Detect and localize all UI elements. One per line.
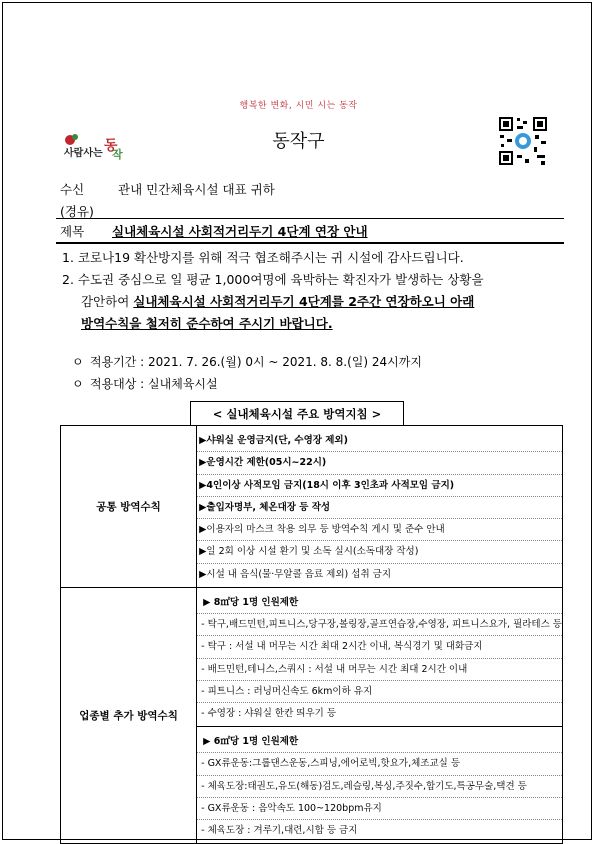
list-item: ▶시설 내 음식(물·무알콜 음료 제외) 섭취 금지 [199, 568, 391, 580]
paragraph-2-line-3: 방역수칙을 철저히 준수하여 주시기 바랍니다. [81, 316, 333, 331]
common-rules-list [197, 426, 562, 587]
list-item: - 탁구,배드민턴,피트니스,당구장,볼링장,골프연습장,수영장, 피트니스요가, 필라테스 등 [197, 614, 562, 636]
table-row [61, 426, 563, 588]
table-row [61, 588, 563, 727]
common-rules-cell [197, 426, 563, 588]
guide-title: < 실내체육시설 주요 방역지침 > [190, 401, 404, 425]
application-info [72, 351, 422, 395]
list-item: ▶이용자의 마스크 착용 의무 등 방역수칙 게시 및 준수 안내 [197, 519, 562, 541]
target-line [72, 373, 422, 395]
paragraph-1: 1. 코로나19 확산방지를 위해 적극 협조해주시는 귀 시설에 감사드립니다. [62, 250, 464, 265]
period-text: 적용기간 : 2021. 7. 26.(월) 0시 ~ 2021. 8. 8.(일) 24시까지 [90, 355, 422, 369]
list-item: ▶ 6㎡당 1명 인원제한 [197, 731, 562, 753]
by-type-rules-cell-a [197, 588, 563, 727]
list-item: ▶4인이상 사적모임 금지(18시 이후 3인초과 사적모임 금지) [197, 475, 562, 497]
paragraph-2-line-1: 2. 수도권 중심으로 일 평균 1,000여명에 육박하는 확진자가 발생하는 상황을 [62, 272, 484, 287]
via-label: (경유) [60, 204, 94, 219]
list-item: - 탁구 : 서설 내 머무는 시간 최대 2시간 이내, 복식경기 및 대화금지 [197, 636, 562, 658]
period-line [72, 351, 422, 373]
list-item: - 체육도장 : 겨루기,대련,시합 등 금지 [201, 824, 358, 836]
list-item: - 피트니스 : 러닝머신속도 6km이하 유지 [197, 681, 562, 703]
target-text: 적용대상 : 실내체육시설 [90, 377, 218, 391]
divider [56, 218, 564, 219]
by-type-rules-list-b [197, 727, 562, 843]
list-item: - GX류운동:그룹댄스운동,스피닝,에어로빅,핫요가,체조교실 등 [197, 753, 562, 775]
list-item: - 수영장 : 샤워실 한칸 띄우기 등 [201, 708, 336, 720]
by-type-rules-list-a [197, 588, 562, 726]
org-name: 동작구 [272, 131, 325, 152]
svg-text:사람사는: 사람사는 [64, 148, 103, 159]
subject-row [60, 222, 368, 240]
paragraph-2 [62, 269, 562, 335]
by-type-rules-label: 업종별 추가 방역수칙 [61, 588, 197, 844]
list-item: ▶ 8㎡당 1명 인원제한 [197, 592, 562, 614]
list-item: - GX류운동 : 음악속도 100~120bpm유지 [197, 798, 562, 820]
guide-table [60, 425, 563, 844]
paragraph-2-emphasis: 실내체육시설 사회적거리두기 4단계를 2주간 연장하오니 아래 [133, 294, 475, 309]
by-type-rules-cell-b [197, 727, 563, 844]
recipient-value: 관내 민간체육시설 대표 귀하 [118, 182, 275, 197]
svg-text:동: 동 [104, 138, 118, 154]
list-item: ▶운영시간 제한(05시~22시) [197, 452, 562, 474]
recipient-label: 수신 [60, 182, 85, 197]
common-rules-label: 공통 방역수칙 [61, 426, 197, 588]
paragraph-2-plain: 감안하여 [81, 294, 134, 309]
list-item: ▶출입자명부, 체온대장 등 작성 [197, 497, 562, 519]
list-item: ▶샤워실 운영금지(단, 수영장 제외) [197, 430, 562, 452]
bullet-icon: ㅇ [72, 377, 84, 391]
list-item: - 체육도장:태권도,유도(해동)검도,레슬링,복싱,주짓수,합기도,특공무술,택견 등 [197, 776, 562, 798]
slogan: 행복한 변화, 시민 시는 동작 [239, 101, 358, 111]
list-item: - 배드민턴,테니스,스쿼시 : 서설 내 머무는 시간 최대 2시간 이내 [197, 659, 562, 681]
qr-code-icon [497, 115, 549, 167]
divider-thick [56, 242, 564, 244]
paragraph-2-line-2 [62, 291, 562, 313]
list-item: ▶일 2회 이상 시설 환기 및 소독 실시(소독대장 작성) [197, 541, 562, 563]
subject-label: 제목 [60, 224, 85, 239]
recipient-row [60, 180, 275, 198]
subject-value: 실내체육시설 사회적거리두기 4단계 연장 안내 [112, 224, 368, 239]
svg-text:작: 작 [112, 148, 123, 160]
bullet-icon: ㅇ [72, 355, 84, 369]
